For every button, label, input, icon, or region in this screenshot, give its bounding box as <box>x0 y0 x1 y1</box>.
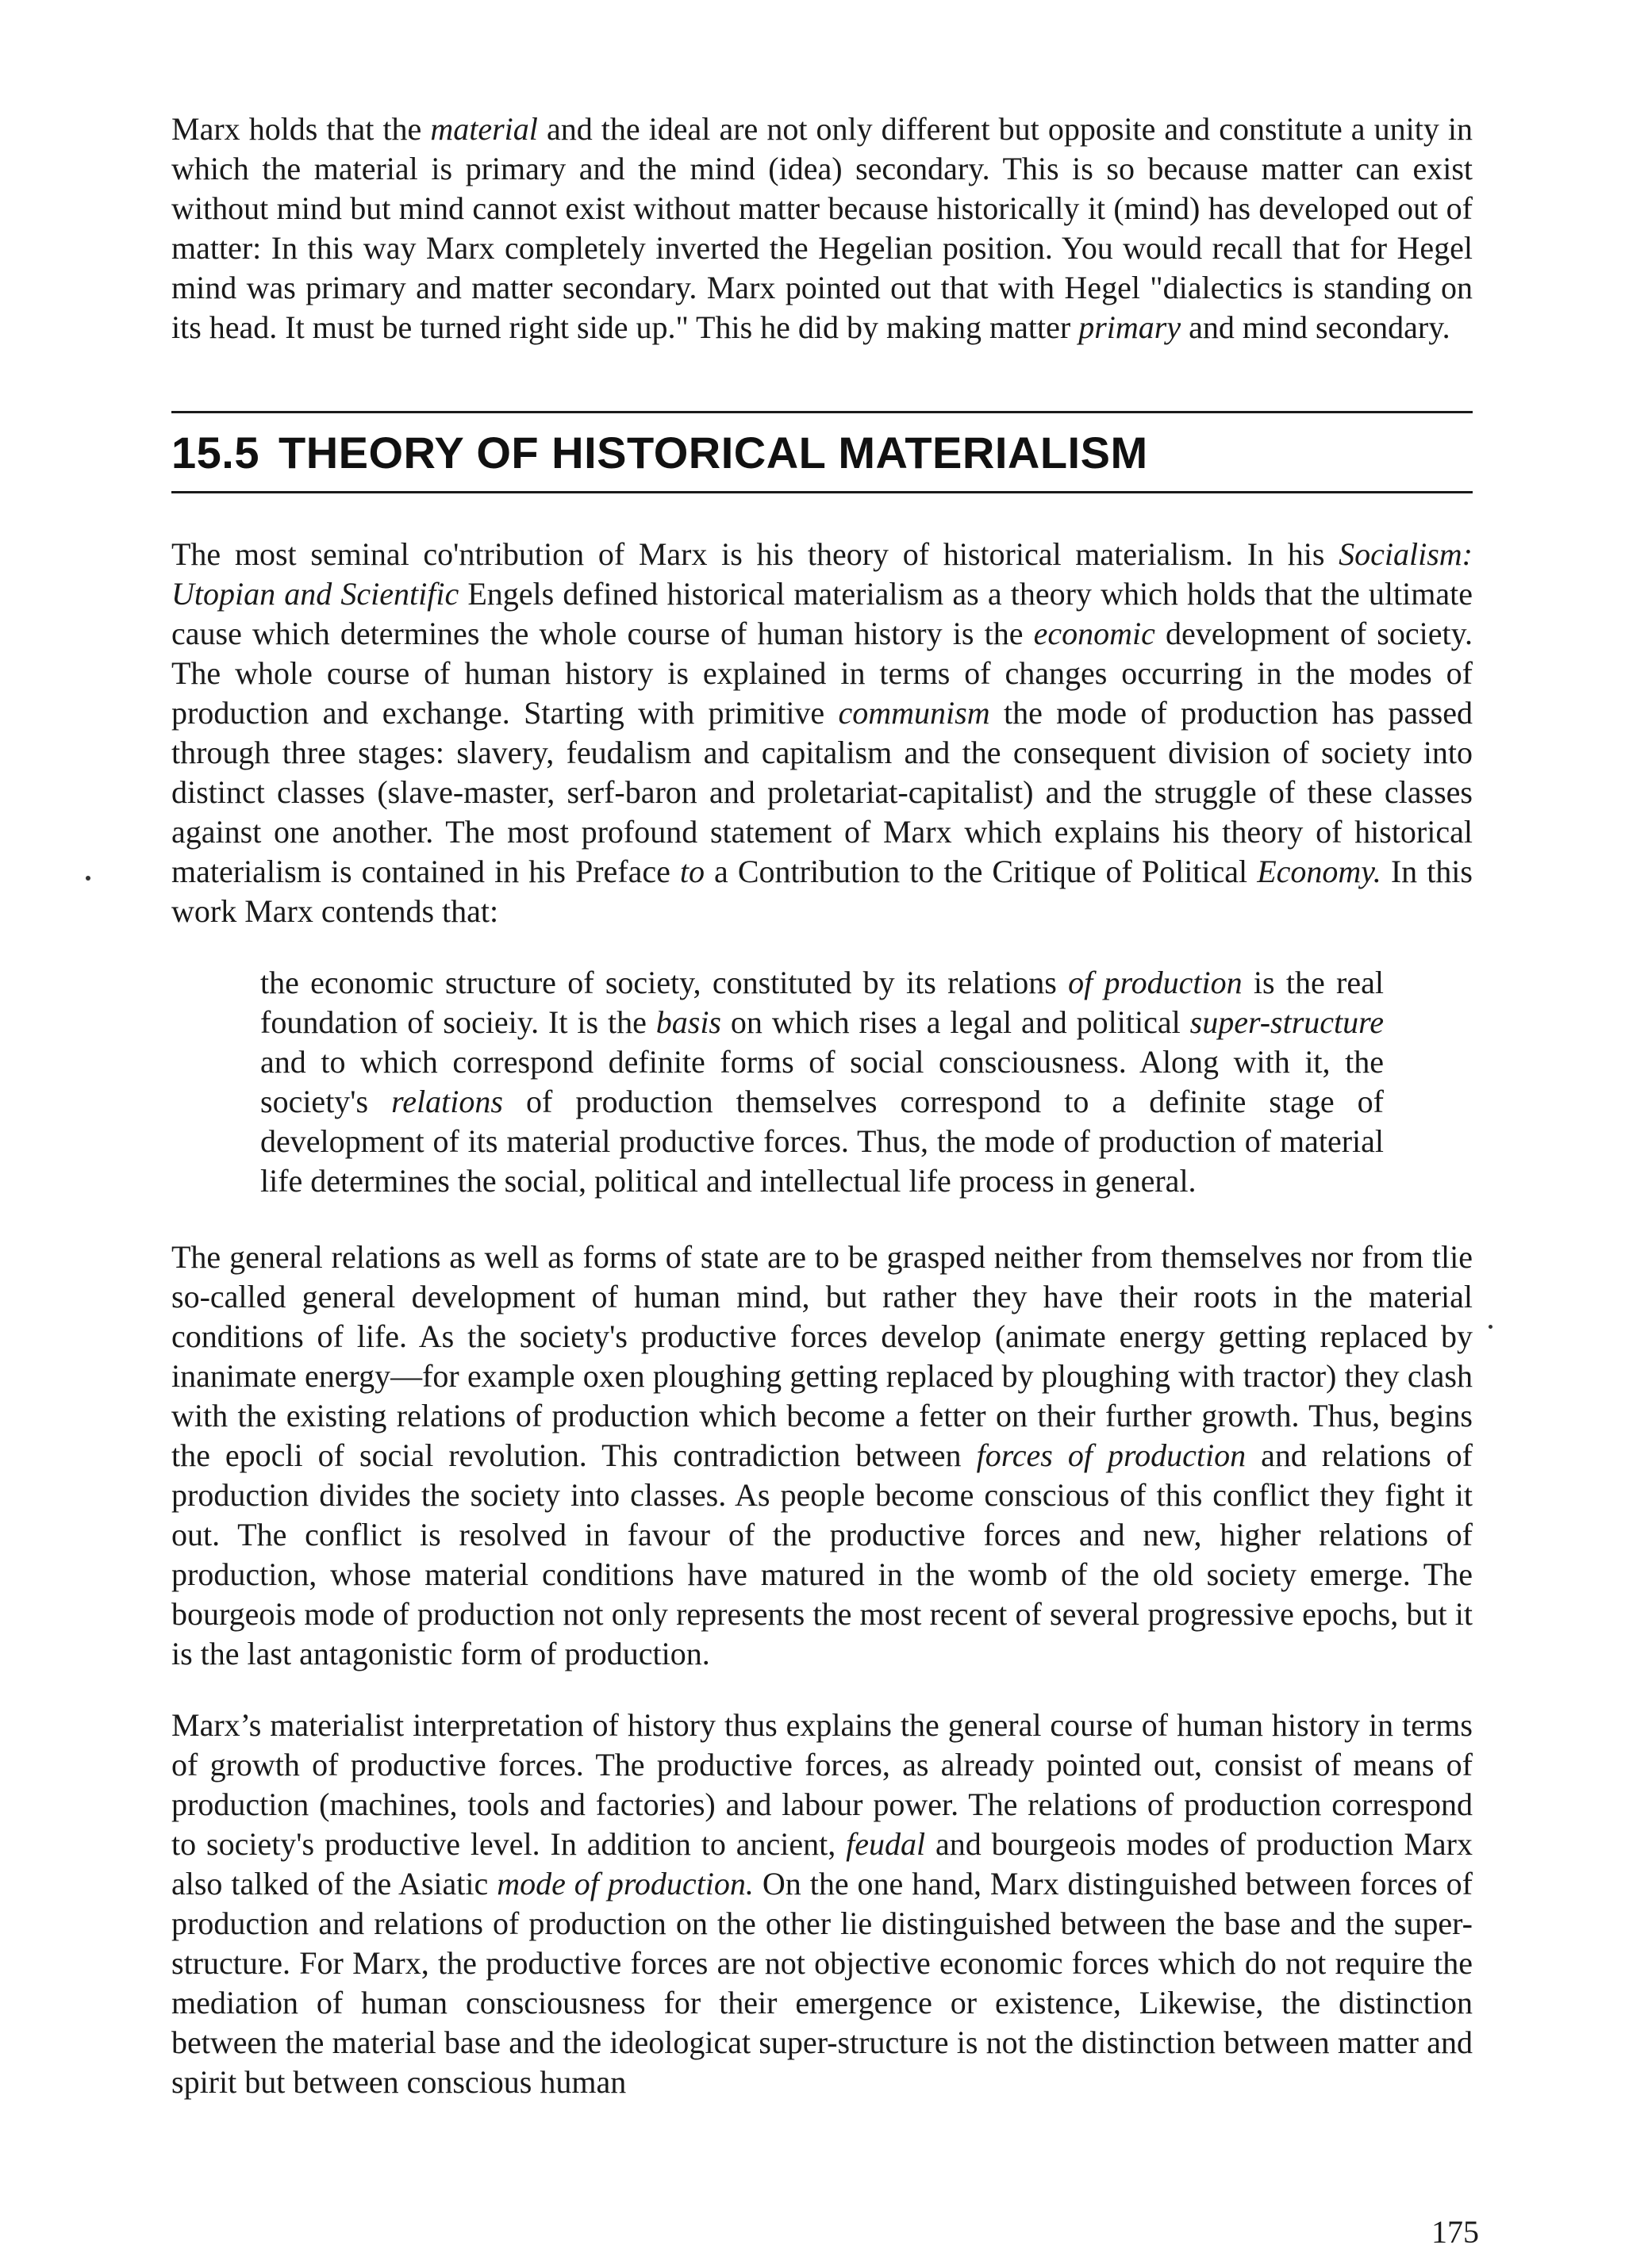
italic-term: of production <box>1068 965 1243 1000</box>
page-number: 175 <box>1431 2214 1479 2250</box>
italic-term: mode of production. <box>497 1866 754 1902</box>
italic-term: material <box>430 111 538 147</box>
block-quote <box>260 963 1384 1201</box>
italic-term: relations <box>391 1084 503 1119</box>
italic-book-title: Socialism: Utopian and Scientific <box>171 536 1473 612</box>
section-title: THEORY OF HISTORICAL MATERIALISM <box>279 428 1148 478</box>
text-run: development of society. The whole course of human history is explained in terms of changes occurring in the modes of production and exchange. Starting with primitive <box>171 616 1473 731</box>
section-number: 15.5 <box>171 428 259 478</box>
section-heading <box>171 420 1473 486</box>
text-run: of production themselves correspond to a definite stage of development of its material productive forces. Thus, the mode of production of material life determines the social, political and intellectual life process in general. <box>260 1084 1384 1199</box>
paragraph-general-relations <box>171 1238 1473 1674</box>
section-heading-block <box>171 411 1473 493</box>
italic-term: communism <box>838 695 990 731</box>
heading-bottom-rule <box>171 491 1473 493</box>
heading-top-rule <box>171 411 1473 413</box>
italic-term: economic <box>1033 616 1155 651</box>
text-run: The most seminal co'ntribution of Marx is his theory of historical materialism. In his <box>171 536 1339 572</box>
italic-term: primary <box>1078 309 1181 345</box>
text-run: and to which correspond definite forms of social consciousness. Along with it, the society's <box>260 1044 1384 1119</box>
paragraph-marx-material-ideal <box>171 109 1473 347</box>
text-run: and relations of production divides the society into classes. As people become conscious of this conflict they fight it out. The conflict is resolved in favour of the productive forces and new, higher relations of production, whose material conditions have matured in the womb of the old society emerge. The bourgeois mode of production not only represents the most recent of several progressive epochs, but it is the last antagonistic form of production. <box>171 1437 1473 1671</box>
italic-term: to <box>679 854 705 889</box>
text-run: Marx holds that the <box>171 111 431 147</box>
italic-term: basis <box>655 1004 721 1040</box>
text-run: on which rises a legal and political <box>721 1004 1190 1040</box>
text-run: Marx’s materialist interpretation of history thus explains the general course of human history in terms of growth of productive forces. The productive forces, as already pointed out, consist of means of production (machines, tools and factories) and labour power. The relations of production correspond to society's productive level. In addition to ancient, <box>171 1707 1473 1862</box>
scan-speck <box>1489 1325 1492 1329</box>
text-run: The general relations as well as forms of state are to be grasped neither from themselves nor from tlie so-called general development of human mind, but rather they have their roots in the material conditions of life. As the society's productive forces develop (animate energy getting replaced by inanimate energy—for example oxen ploughing getting replaced by ploughing with tractor) they clash with the existing relations of production which become a fetter on their further growth. Thus, begins the epocli of social revolution. This contradiction between <box>171 1239 1473 1473</box>
italic-term: feudal <box>846 1826 926 1862</box>
scan-speck <box>86 876 90 881</box>
text-run: the mode of production has passed through three stages: slavery, feudalism and capitalism and the consequent division of society into distinct classes (slave-master, serf-baron and proletariat-capitalist) and the struggle of these classes against one another. The most profound statement of Marx which explains his theory of historical materialism is contained in his Preface <box>171 695 1473 889</box>
text-run: a Contribution to the Critique of Political <box>705 854 1258 889</box>
text-run: and bourgeois modes of production Marx also talked of the Asiatic <box>171 1826 1473 1902</box>
text-run: In this work Marx contends that: <box>171 854 1473 929</box>
paragraph-historical-materialism <box>171 535 1473 931</box>
page-content <box>171 109 1473 2102</box>
text-run: is the real foundation of socieiy. It is the <box>260 965 1384 1040</box>
text-run: On the one hand, Marx distinguished between forces of production and relations of production on the other lie distinguished between the base and the super-structure. For Marx, the productive forces are not objective economic forces which do not require the mediation of human consciousness for their emergence or existence, Likewise, the distinction between the material base and the ideologicat super-structure is not the distinction between matter and spirit but between conscious human <box>171 1866 1473 2100</box>
italic-term: super-structure <box>1189 1004 1384 1040</box>
italic-term: Economy. <box>1257 854 1381 889</box>
paragraph-materialist-interpretation <box>171 1706 1473 2102</box>
text-run: Engels defined historical materialism as a theory which holds that the ultimate cause which determines the whole course of human history is the <box>171 576 1473 651</box>
text-run: and the ideal are not only different but opposite and constitute a unity in which the material is primary and the mind (idea) secondary. This is so because matter can exist without mind but mind cannot exist without matter because historically it (mind) has developed out of matter: In this way Marx completely inverted the Hegelian position. You would recall that for Hegel mind was primary and matter secondary. Marx pointed out that with Hegel "dialectics is standing on its head. It must be turned right side up." This he did by making matter <box>171 111 1473 345</box>
text-run: the economic structure of society, constituted by its relations <box>260 965 1069 1000</box>
italic-term: forces of production <box>976 1437 1247 1473</box>
text-run: and mind secondary. <box>1181 309 1450 345</box>
